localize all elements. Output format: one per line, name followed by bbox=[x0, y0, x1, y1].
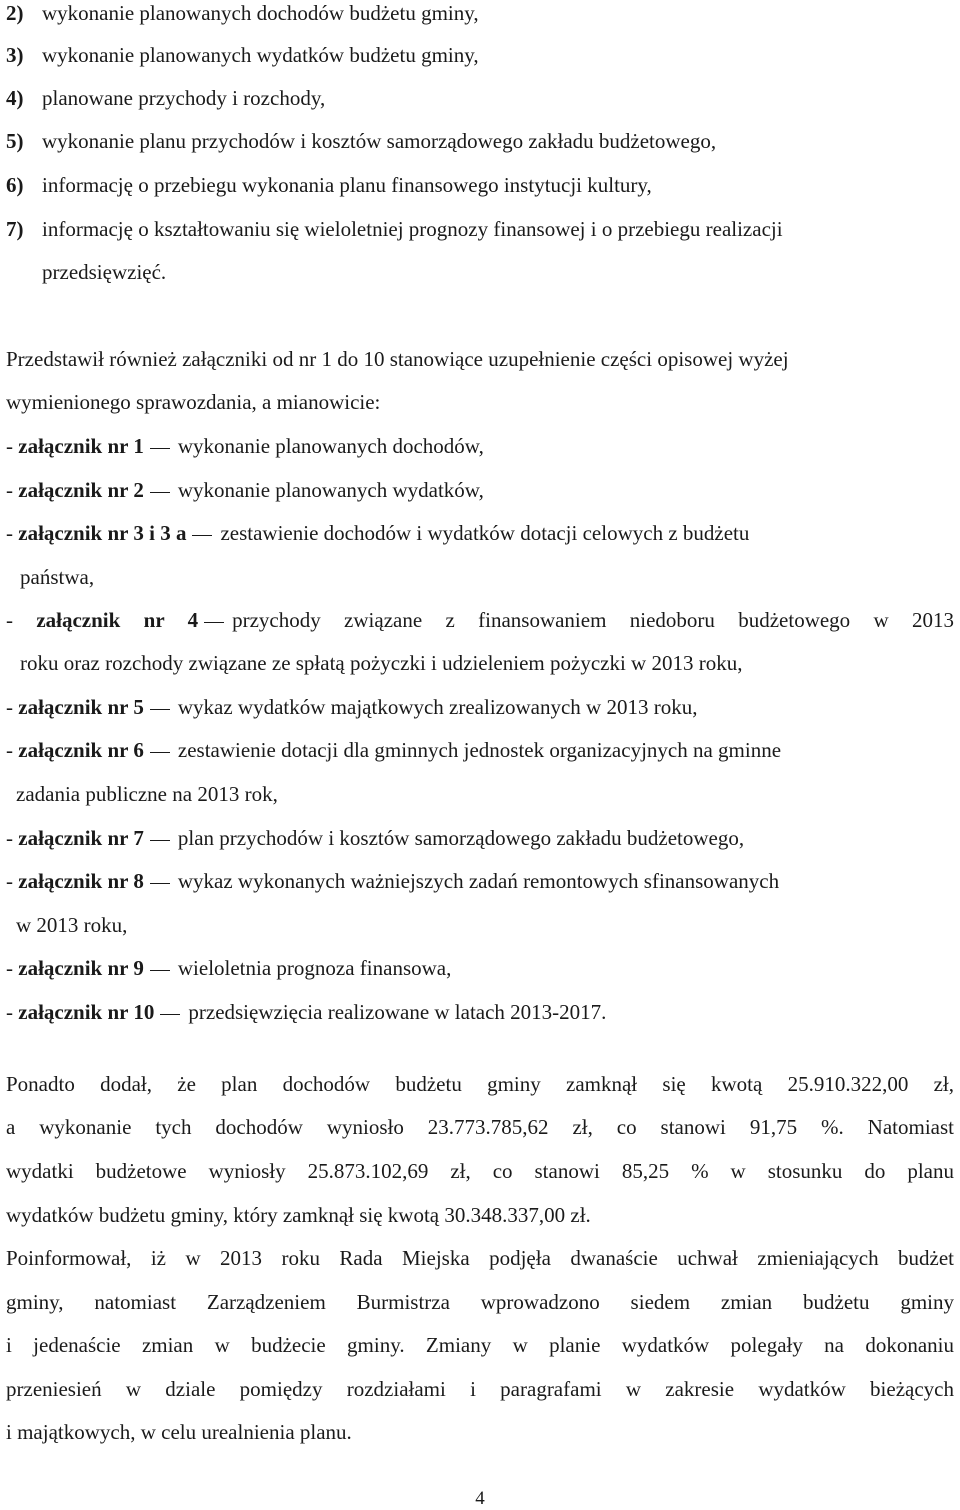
paragraph-line bbox=[6, 1289, 954, 1315]
paragraph-line bbox=[6, 1202, 591, 1228]
list-item-number: 5) bbox=[6, 129, 24, 153]
list-item-number: 3) bbox=[6, 43, 24, 67]
attachment-label: załącznik nr 10 bbox=[18, 1000, 155, 1024]
attachment-text: plan przychodów i kosztów samorządowego zakładu budżetowego, bbox=[177, 826, 745, 850]
list-item bbox=[6, 216, 783, 242]
paragraph-line bbox=[6, 1376, 954, 1402]
attachment-continuation bbox=[20, 564, 94, 590]
attachment-label: załącznik nr 5 bbox=[18, 695, 144, 719]
attachment-item: - załącznik nr 7 plan przychodów i kosztów samorządowego zakładu budżetowego, bbox=[6, 826, 745, 850]
dash-separator bbox=[150, 752, 170, 753]
list-item bbox=[6, 42, 479, 68]
attachment-item: - załącznik nr 6 zestawienie dotacji dla gminnych jednostek organizacyjnych na gminne bbox=[6, 738, 782, 762]
list-item-text: wykonanie planowanych dochodów budżetu gminy, bbox=[42, 1, 479, 25]
paragraph-text: wydatki budżetowe wyniosły 25.873.102,69 zł, co stanowi 85,25 % w stosunku do planu bbox=[6, 1159, 954, 1183]
list-item-text: wykonanie planowanych wydatków budżetu gminy, bbox=[42, 43, 479, 67]
attachment-item: - załącznik nr 3 i 3 a zestawienie dochodów i wydatków dotacji celowych z budżetu bbox=[6, 521, 750, 545]
attachment-label: załącznik nr 2 bbox=[18, 478, 144, 502]
intro-line bbox=[6, 346, 789, 372]
paragraph-text: i jedenaście zmian w budżecie gminy. Zmiany w planie wydatków polegały na dokonaniu bbox=[6, 1333, 954, 1357]
attachment-text: wykaz wykonanych ważniejszych zadań remontowych sfinansowanych bbox=[177, 869, 780, 893]
attachment-label: załącznik nr 1 bbox=[18, 434, 144, 458]
attachment-text: przedsięwzięcia realizowane w latach 2013-2017. bbox=[188, 1000, 607, 1024]
attachment-item: - załącznik nr 1 wykonanie planowanych dochodów, bbox=[6, 434, 484, 458]
list-item-text: planowane przychody i rozchody, bbox=[42, 86, 326, 110]
paragraph-text: wydatków budżetu gminy, który zamknął się kwotą 30.348.337,00 zł. bbox=[6, 1203, 591, 1227]
list-item-number: 7) bbox=[6, 217, 24, 241]
attachment-label: załącznik nr 8 bbox=[18, 869, 144, 893]
paragraph-text: Poinformował, iż w 2013 roku Rada Miejska podjęła dwanaście uchwał zmieniających budżet bbox=[6, 1246, 954, 1270]
intro-text: Przedstawił również załączniki od nr 1 do 10 stanowiące uzupełnienie części opisowej wyżej bbox=[6, 347, 789, 371]
list-item-text: wykonanie planu przychodów i kosztów samorządowego zakładu budżetowego, bbox=[42, 129, 717, 153]
dash-separator bbox=[150, 883, 170, 884]
attachment-label: załącznik nr 7 bbox=[18, 826, 144, 850]
attachment-continuation bbox=[16, 912, 127, 938]
paragraph-text: przeniesień w dziale pomiędzy rozdziałami i paragrafami w zakresie wydatków bieżących bbox=[6, 1377, 954, 1401]
dash-separator bbox=[150, 970, 170, 971]
attachment-continuation bbox=[20, 650, 742, 676]
attachment-text: zestawienie dotacji dla gminnych jednostek organizacyjnych na gminne bbox=[177, 738, 782, 762]
dash-separator bbox=[150, 840, 170, 841]
attachment-text: wykaz wydatków majątkowych zrealizowanych w 2013 roku, bbox=[177, 695, 698, 719]
attachment-text: w 2013 roku, bbox=[16, 913, 128, 937]
paragraph-line bbox=[6, 1158, 954, 1184]
paragraph-line bbox=[6, 1419, 352, 1445]
paragraph-text: a wykonanie tych dochodów wyniosło 23.773.785,62 zł, co stanowi 91,75 %. Natomiast bbox=[6, 1115, 954, 1139]
dash-separator bbox=[150, 492, 170, 493]
attachment-item: - załącznik nr 5 wykaz wydatków majątkowych zrealizowanych w 2013 roku, bbox=[6, 695, 698, 719]
dash-separator bbox=[160, 1014, 180, 1015]
paragraph-line bbox=[6, 1332, 954, 1358]
list-item-text: przedsięwzięć. bbox=[42, 260, 167, 284]
list-item-number: 6) bbox=[6, 173, 24, 197]
intro-text: wymienionego sprawozdania, a mianowicie: bbox=[6, 390, 381, 414]
list-item bbox=[6, 172, 652, 198]
attachment-item: - załącznik nr 8 wykaz wykonanych ważniejszych zadań remontowych sfinansowanych bbox=[6, 869, 780, 893]
attachment-text: wykonanie planowanych dochodów, bbox=[177, 434, 484, 458]
list-item-number: 4) bbox=[6, 86, 24, 110]
paragraph-text: Ponadto dodał, że plan dochodów budżetu gminy zamknął się kwotą 25.910.322,00 zł, bbox=[6, 1072, 954, 1096]
attachment-item: - załącznik nr 2 wykonanie planowanych wydatków, bbox=[6, 478, 484, 502]
attachment-label: załącznik nr 6 bbox=[18, 738, 144, 762]
attachment-text: roku oraz rozchody związane ze spłatą pożyczki i udzieleniem pożyczki w 2013 roku, bbox=[20, 651, 743, 675]
attachment-label: załącznik nr 3 i 3 a bbox=[18, 521, 187, 545]
attachment-item: - załącznik nr 10 przedsięwzięcia realizowane w latach 2013-2017. bbox=[6, 1000, 607, 1024]
intro-line bbox=[6, 389, 380, 415]
attachment-text: zestawienie dochodów i wydatków dotacji celowych z budżetu bbox=[220, 521, 750, 545]
paragraph-line bbox=[6, 1245, 954, 1271]
list-item-text: informację o kształtowaniu się wieloletniej prognozy finansowej i o przebiegu realizacji bbox=[42, 217, 783, 241]
paragraph-text: gminy, natomiast Zarządzeniem Burmistrza wprowadzono siedem zmian budżetu gminy bbox=[6, 1290, 954, 1314]
list-item-continuation bbox=[42, 259, 166, 285]
dash-separator bbox=[150, 709, 170, 710]
attachment-item: - załącznik nr 9 wieloletnia prognoza finansowa, bbox=[6, 956, 452, 980]
list-item-number: 2) bbox=[6, 1, 24, 25]
attachment-continuation bbox=[16, 781, 278, 807]
attachment-text: państwa, bbox=[20, 565, 95, 589]
list-item bbox=[6, 85, 325, 111]
list-item bbox=[6, 0, 479, 26]
attachment-text: wieloletnia prognoza finansowa, bbox=[177, 956, 452, 980]
dash-separator bbox=[204, 622, 224, 623]
attachment-text: zadania publiczne na 2013 rok, bbox=[16, 782, 278, 806]
attachment-label: załącznik nr 4 bbox=[36, 608, 199, 632]
attachment-text: przychody związane z finansowaniem niedoboru budżetowego w 2013 bbox=[232, 608, 954, 632]
attachment-item: - załącznik nr 4 przychody związane z finansowaniem niedoboru budżetowego w 2013 bbox=[6, 608, 954, 632]
paragraph-line bbox=[6, 1071, 954, 1097]
list-item bbox=[6, 128, 716, 154]
list-item-text: informację o przebiegu wykonania planu finansowego instytucji kultury, bbox=[42, 173, 652, 197]
attachment-text: wykonanie planowanych wydatków, bbox=[177, 478, 484, 502]
paragraph-line bbox=[6, 1114, 954, 1140]
paragraph-text: i majątkowych, w celu urealnienia planu. bbox=[6, 1420, 352, 1444]
dash-separator bbox=[192, 535, 212, 536]
dash-separator bbox=[150, 448, 170, 449]
attachment-label: załącznik nr 9 bbox=[18, 956, 144, 980]
page-number: 4 bbox=[475, 1488, 485, 1509]
